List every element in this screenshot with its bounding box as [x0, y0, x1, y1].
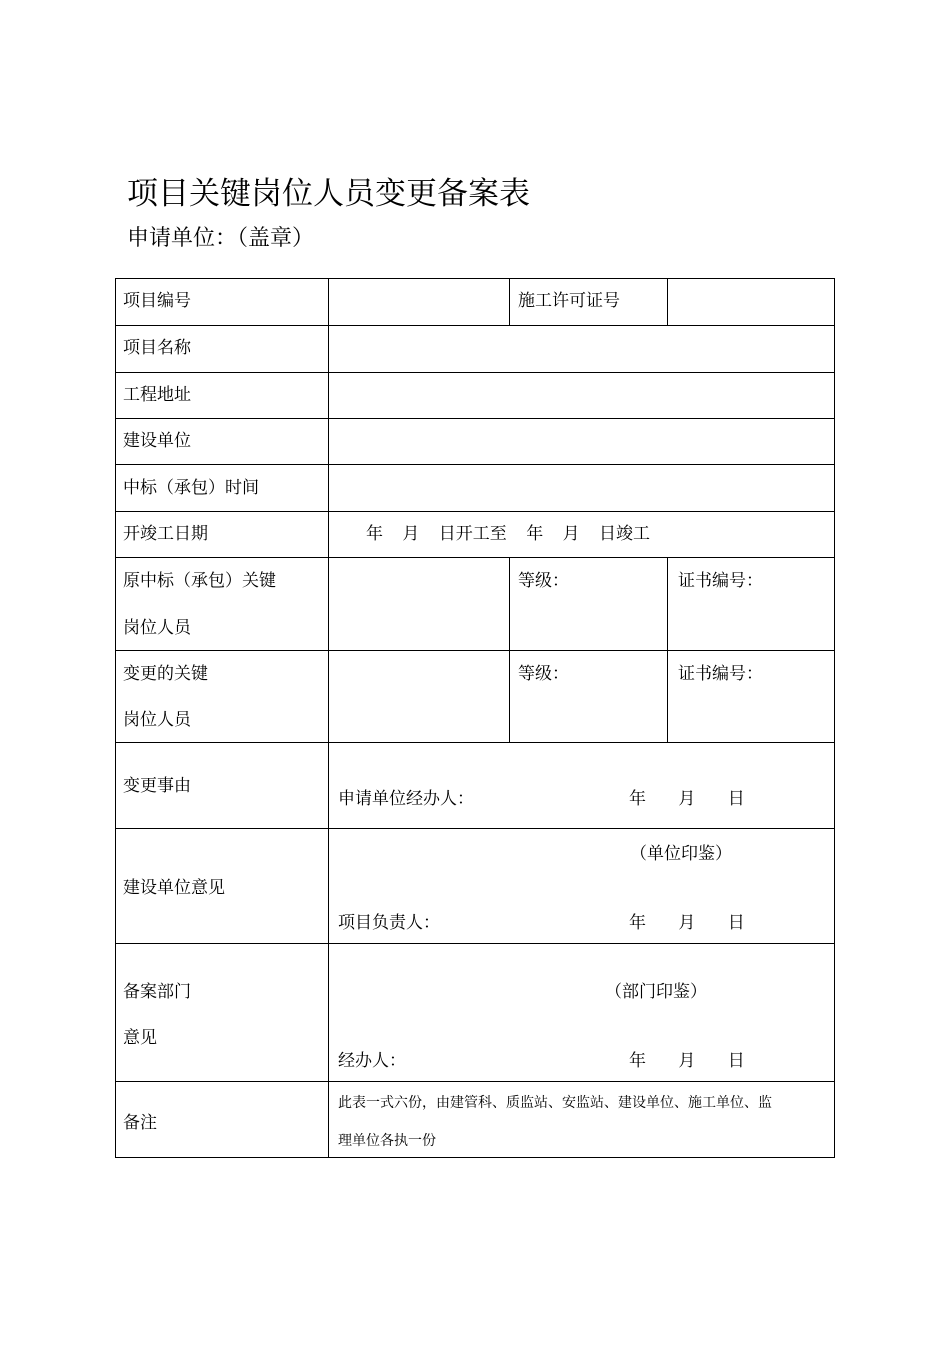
label-project-no: 项目编号 [123, 291, 191, 311]
dept-date: 年 月 日 [629, 1051, 745, 1071]
row-divider [116, 742, 834, 743]
bid-time-field[interactable] [329, 464, 833, 510]
label-dates: 开竣工日期 [123, 524, 208, 544]
changed-personnel-field[interactable] [329, 650, 508, 741]
project-name-field[interactable] [329, 325, 833, 371]
label-applicant-handler: 申请单位经办人： [338, 789, 474, 809]
remarks-line-2: 理单位各执一份 [338, 1133, 436, 1149]
applicant-unit-label: 申请单位：（盖章） [127, 226, 315, 251]
label-original-personnel-1: 原中标（承包）关键 [123, 571, 276, 591]
label-project-leader: 项目负责人： [338, 913, 440, 933]
label-original-grade: 等级： [518, 571, 569, 591]
project-no-field[interactable] [329, 279, 508, 324]
address-field[interactable] [329, 372, 833, 417]
page-title: 项目关键岗位人员变更备案表 [127, 176, 530, 212]
label-dept-opinion-2: 意见 [123, 1028, 157, 1048]
label-changed-personnel-1: 变更的关键 [123, 664, 208, 684]
row-divider [116, 511, 834, 512]
column-divider [509, 279, 510, 325]
label-change-reason: 变更事由 [123, 776, 191, 796]
build-unit-field[interactable] [329, 418, 833, 463]
label-dept-opinion-1: 备案部门 [123, 982, 191, 1002]
row-divider [116, 943, 834, 944]
unit-seal-label: （单位印鉴） [630, 844, 732, 864]
label-build-unit-opinion: 建设单位意见 [123, 878, 225, 898]
label-permit-no: 施工许可证号 [518, 291, 620, 311]
original-personnel-field[interactable] [329, 557, 508, 649]
label-project-name: 项目名称 [123, 338, 191, 358]
row-divider [116, 1081, 834, 1082]
label-changed-cert-no: 证书编号： [678, 664, 763, 684]
column-divider [509, 557, 510, 742]
opinion-date: 年 月 日 [629, 913, 745, 933]
reason-date: 年 月 日 [629, 789, 745, 809]
label-address: 工程地址 [123, 385, 191, 405]
dept-seal-label: （部门印鉴） [605, 982, 707, 1002]
remarks-line-1: 此表一式六份，由建管科、质监站、安监站、建设单位、施工单位、监 [338, 1095, 772, 1111]
label-remarks: 备注 [123, 1113, 157, 1133]
label-bid-time: 中标（承包）时间 [123, 478, 259, 498]
row-divider [116, 828, 834, 829]
label-original-cert-no: 证书编号： [678, 571, 763, 591]
permit-no-field[interactable] [667, 279, 833, 324]
label-changed-personnel-2: 岗位人员 [123, 710, 191, 730]
label-build-unit: 建设单位 [123, 431, 191, 451]
dates-value[interactable]: 年 月 日开工至 年 月 日竣工 [366, 524, 651, 544]
label-original-personnel-2: 岗位人员 [123, 618, 191, 638]
column-divider [667, 557, 668, 742]
label-handler: 经办人： [338, 1051, 406, 1071]
label-changed-grade: 等级： [518, 664, 569, 684]
